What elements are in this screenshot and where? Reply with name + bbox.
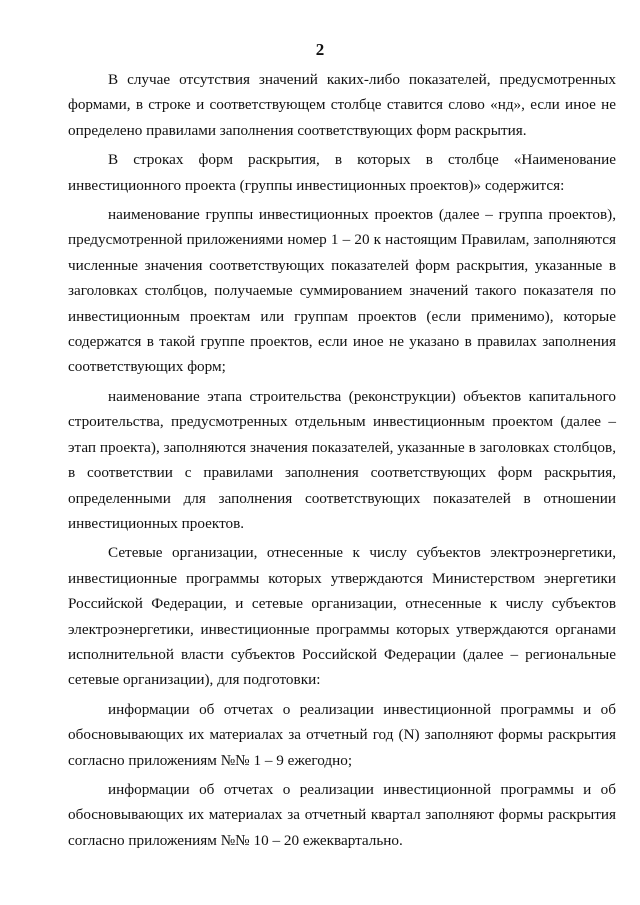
- paragraph-missing-values: В случае отсутствия значений каких-либо показателей, предусмотренных формами, в строке и соответствующем столбце ставится слово «нд», если иное не определено правилами заполнения соответствующих форм раскрытия.: [68, 71, 616, 139]
- paragraph-project-name-column: В строках форм раскрытия, в которых в столбце «Наименование инвестиционного проекта (группы инвестиционных проектов)» содержится:: [68, 151, 616, 194]
- paragraph-annual-reports: информации об отчетах о реализации инвестиционной программы и об обосновывающих их материалах за отчетный год (N) заполняют формы раскрытия согласно приложениям №№ 1 – 9 ежегодно;: [68, 700, 616, 769]
- page-number: 2: [315, 40, 325, 59]
- paragraph-project-group: наименование группы инвестиционных проектов (далее – группа проектов), предусмотренной приложениями номер 1 – 20 к настоящим Правилам, заполняются численные значения соответствующих показателей форм раскрытия, указанные в заголовках столбцов, получаемые суммированием значений такого показателя по инвестиционным проектам или группам проектов (если применимо), которые содержатся в такой группе проектов, если иное не указано в правилах заполнения соответствующих форм;: [68, 206, 616, 376]
- paragraph-quarterly-reports: информации об отчетах о реализации инвестиционной программы и об обосновывающих их материалах за отчетный квартал заполняют формы раскрытия согласно приложениям №№ 10 – 20 ежеквартально.: [68, 780, 616, 849]
- paragraph-project-stage: наименование этапа строительства (реконструкции) объектов капитального строительства, предусмотренных отдельным инвестиционным проектом (далее – этап проекта), заполняются значения показателей, указанные в заголовках столбцов, в соответствии с правилами заполнения соответствующих форм раскрытия, определенными для заполнения соответствующих показателей в отношении инвестиционных проектов.: [68, 387, 616, 532]
- paragraph-network-organizations: Сетевые организации, отнесенные к числу субъектов электроэнергетики, инвестиционные программы которых утверждаются Министерством энергетики Российской Федерации, и сетевые организации, отнесенные к числу субъектов электроэнергетики, инвестиционные программы которых утверждаются органами исполнительной власти субъектов Российской Федерации (далее – региональные сетевые организации), для подготовки:: [68, 544, 616, 689]
- document-body: [68, 67, 616, 853]
